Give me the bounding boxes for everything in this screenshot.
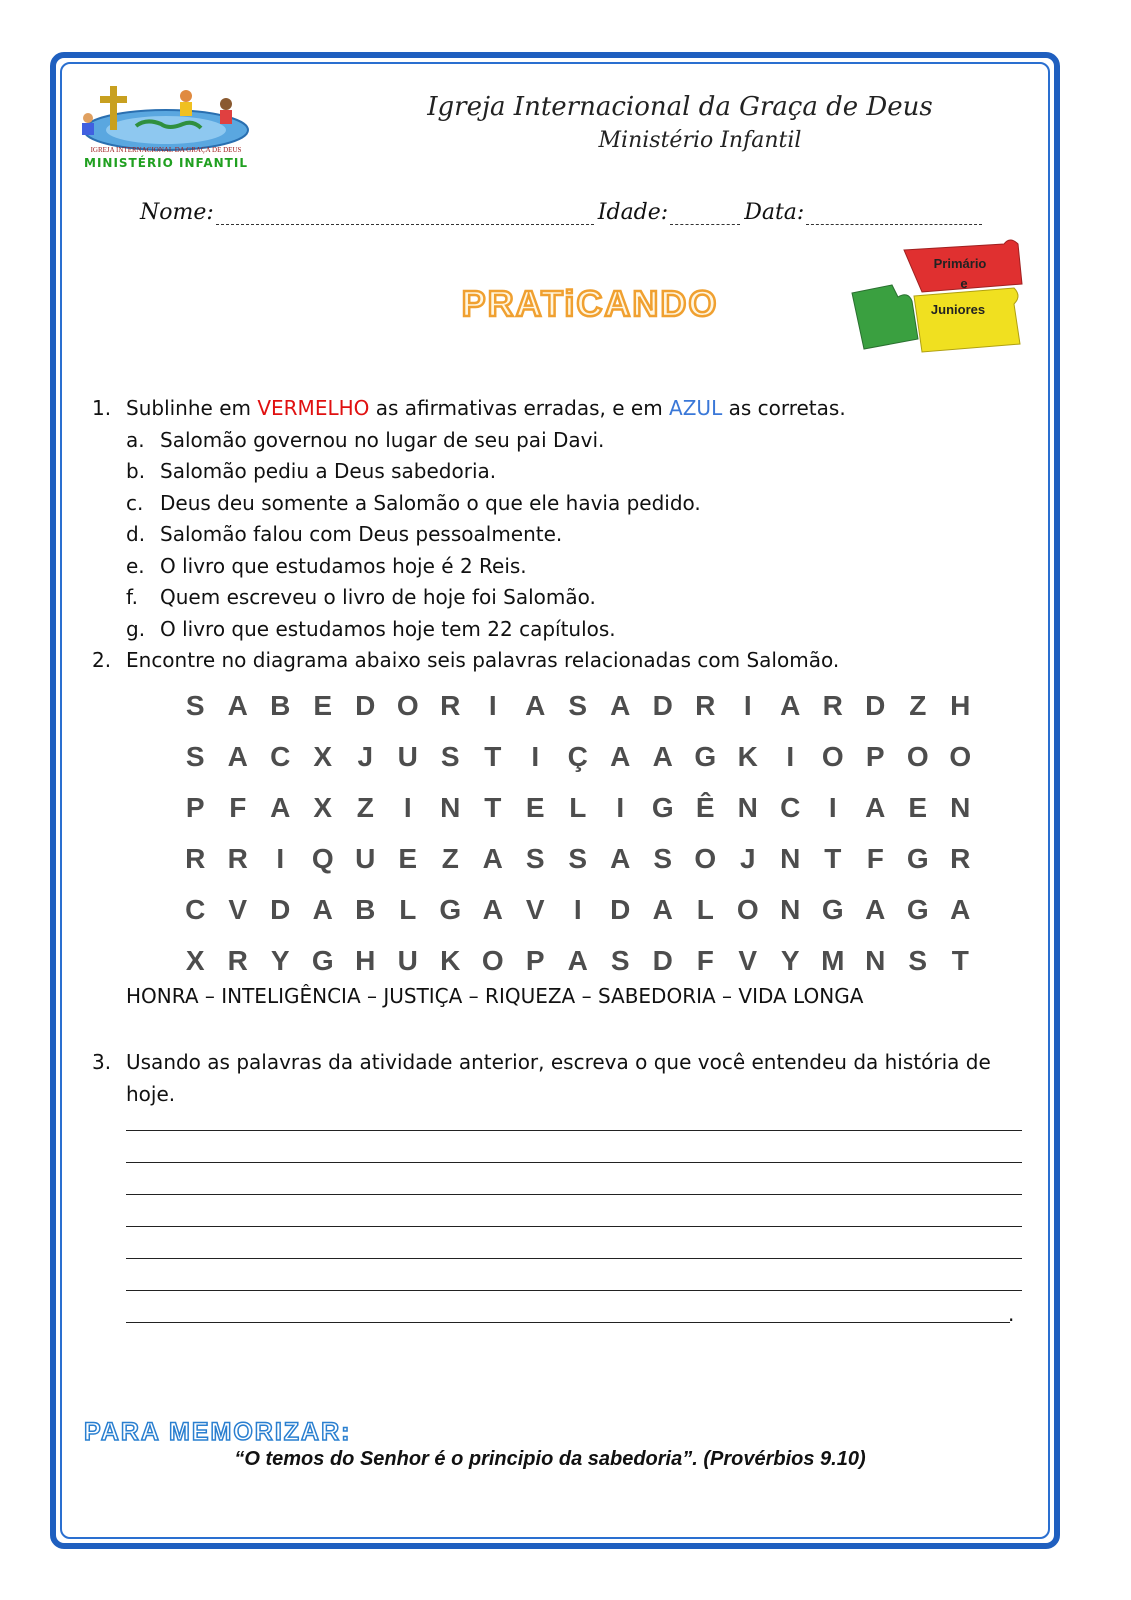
grid-letter[interactable]: R [227,842,248,874]
grid-letter[interactable]: R [950,842,971,874]
grid-letter[interactable]: A [865,893,886,925]
statement-letter: a. [126,427,145,452]
question-3-text: Usando as palavras da atividade anterior, escreva o que você entendeu da história de hoje. [126,1050,991,1106]
question-1 [92,393,1032,425]
grid-letter[interactable]: V [738,944,758,976]
grid-letter[interactable]: S [568,842,588,874]
answer-line[interactable] [126,1322,1010,1323]
grid-letter[interactable]: G [439,893,462,925]
grid-letter[interactable]: L [569,791,587,823]
grid-letter[interactable]: T [484,740,502,772]
grid-letter[interactable]: I [531,740,540,772]
grid-letter[interactable]: O [396,689,419,721]
grid-letter[interactable]: N [780,842,801,874]
q1-middle: as afirmativas erradas, e em [369,396,670,420]
question-number: 3. [92,1050,112,1074]
grid-letter[interactable]: I [573,893,582,925]
statement-item [126,425,1032,457]
grid-letter[interactable]: A [525,689,546,721]
grid-row [174,884,984,935]
grid-letter[interactable]: D [355,689,376,721]
grid-letter[interactable]: G [906,842,929,874]
grid-letter[interactable]: O [949,740,972,772]
grid-letter[interactable]: I [403,791,412,823]
grid-letter[interactable]: R [695,689,716,721]
answer-line[interactable] [126,1162,1022,1163]
grid-row [174,731,984,782]
grid-letter[interactable]: H [355,944,376,976]
ministry-name: Ministério Infantil [598,128,802,153]
grid-letter[interactable]: N [780,893,801,925]
name-field[interactable] [216,203,594,225]
grid-letter[interactable]: J [739,842,756,874]
grid-letter[interactable]: Z [356,791,374,823]
grid-letter[interactable]: S [440,740,460,772]
statement-text[interactable]: Deus deu somente a Salomão o que ele havia pedido. [160,490,701,515]
grid-letter[interactable]: I [743,689,752,721]
grid-letter[interactable]: D [610,893,631,925]
grid-letter[interactable]: A [482,842,503,874]
grid-letter[interactable]: O [481,944,504,976]
grid-letter[interactable]: U [397,944,418,976]
statement-text[interactable]: Salomão pediu a Deus sabedoria. [160,459,497,483]
grid-letter[interactable]: A [610,689,631,721]
grid-letter[interactable]: U [355,842,376,874]
answer-line[interactable] [126,1226,1022,1227]
statement-text[interactable]: Salomão governou no lugar de seu pai Davi. [160,427,605,452]
grid-letter[interactable]: T [824,842,842,874]
grid-letter[interactable]: M [821,944,845,976]
grid-letter[interactable]: F [866,842,884,874]
date-field[interactable] [806,203,982,225]
grid-letter[interactable]: S [610,944,630,976]
red-word: VERMELHO [257,396,370,420]
grid-letter[interactable]: D [270,893,291,925]
grid-letter[interactable]: N [737,791,758,823]
blue-word: AZUL [669,396,723,420]
grid-letter[interactable]: X [185,944,205,976]
grid-letter[interactable]: I [828,791,837,823]
statement-letter: c. [126,490,144,515]
grid-letter[interactable]: S [568,689,588,721]
grid-letter[interactable]: A [652,893,673,925]
statement-text[interactable]: O livro que estudamos hoje é 2 Reis. [160,553,527,578]
grid-letter[interactable]: O [694,842,717,874]
grid-letter[interactable]: T [484,791,502,823]
grid-letter[interactable]: R [822,689,843,721]
grid-row [174,782,984,833]
statement-item [126,614,1032,646]
grid-letter[interactable]: B [355,893,376,925]
grid-letter[interactable]: A [865,791,886,823]
grid-letter[interactable]: F [696,944,714,976]
statement-letter: b. [126,459,146,483]
statement-item [126,456,1032,488]
question-number: 2. [92,648,112,672]
grid-letter[interactable]: A [652,740,673,772]
grid-letter[interactable]: D [652,689,673,721]
logo-caption-ministry: MINISTÉRIO INFANTIL [84,156,248,170]
grid-letter[interactable]: P [185,791,205,823]
grid-letter[interactable]: S [525,842,545,874]
question-number: 1. [92,396,112,420]
statement-letter: e. [126,553,145,578]
grid-letter[interactable]: T [951,944,969,976]
grid-row [174,935,984,986]
grid-letter[interactable]: X [313,791,333,823]
grid-letter[interactable]: C [185,893,206,925]
grid-letter[interactable]: Ê [695,791,715,823]
grid-letter[interactable]: O [906,740,929,772]
grid-letter[interactable]: K [440,944,461,976]
question-2-text: Encontre no diagrama abaixo seis palavras relacionadas com Salomão. [126,648,840,672]
grid-letter[interactable]: A [780,689,801,721]
statement-item [126,488,1032,520]
grid-letter[interactable]: D [865,689,886,721]
grid-letter[interactable]: A [227,740,248,772]
grid-letter[interactable]: D [652,944,673,976]
grid-row [174,833,984,884]
primario-juniores-badge [842,238,1027,358]
grid-letter[interactable]: Q [311,842,334,874]
answer-line[interactable] [126,1258,1022,1259]
grid-letter[interactable]: O [821,740,844,772]
grid-letter[interactable]: A [270,791,291,823]
grid-letter[interactable]: G [651,791,674,823]
grid-letter[interactable]: G [906,893,929,925]
grid-letter[interactable]: A [567,944,588,976]
statement-text[interactable]: O livro que estudamos hoje tem 22 capítulos. [160,616,616,641]
statement-text[interactable]: Quem escreveu o livro de hoje foi Salomão. [160,585,596,609]
grid-letter[interactable]: Ç [567,740,588,772]
exercise-content [92,393,1032,677]
answer-line[interactable] [126,1194,1022,1195]
memory-verse: “O temos do Senhor é o principio da sabedoria”. (Provérbios 9.10) [234,1448,866,1470]
question-3 [92,1046,1022,1110]
grid-letter[interactable]: A [610,740,631,772]
grid-letter[interactable]: G [311,944,334,976]
statement-item [126,551,1032,583]
grid-letter[interactable]: N [950,791,971,823]
answer-line[interactable] [126,1290,1022,1291]
grid-letter[interactable]: A [610,842,631,874]
statement-letter: d. [126,522,146,546]
grid-letter[interactable]: Z [909,689,927,721]
grid-letter[interactable]: S [653,842,673,874]
grid-letter[interactable]: L [696,893,714,925]
age-field[interactable] [670,203,740,225]
grid-letter[interactable]: E [908,791,928,823]
statement-letter: f. [126,585,138,609]
grid-letter[interactable]: I [786,740,795,772]
grid-letter[interactable]: O [736,893,759,925]
grid-letter[interactable]: A [950,893,971,925]
grid-letter[interactable]: E [313,689,333,721]
grid-letter[interactable]: Y [780,944,800,976]
grid-letter[interactable]: K [737,740,758,772]
badge-line2: e [960,276,968,291]
statement-item [126,519,1032,551]
answer-end-mark: . [1008,1302,1015,1326]
grid-letter[interactable]: E [398,842,418,874]
grid-letter[interactable]: S [185,740,205,772]
grid-letter[interactable]: L [399,893,417,925]
statement-item [126,582,1032,614]
grid-letter[interactable]: I [276,842,285,874]
name-label: Nome: [140,200,214,225]
grid-letter[interactable]: E [525,791,545,823]
statement-letter: g. [126,616,146,641]
grid-letter[interactable]: H [950,689,971,721]
word-list: HONRA – INTELIGÊNCIA – JUSTIÇA – RIQUEZA – SABEDORIA – VIDA LONGA [126,984,864,1008]
grid-letter[interactable]: N [865,944,886,976]
grid-letter[interactable]: S [908,944,928,976]
grid-letter[interactable]: I [488,689,497,721]
q1-suffix: as corretas. [722,396,846,420]
church-name: Igreja Internacional da Graça de Deus [427,92,933,122]
statement-text[interactable]: Salomão falou com Deus pessoalmente. [160,522,563,546]
grid-letter[interactable]: V [525,893,545,925]
grid-letter[interactable]: A [312,893,333,925]
answer-line[interactable] [126,1130,1022,1131]
grid-letter[interactable]: N [440,791,461,823]
logo-caption: IGREJA INTERNACIONAL DA GRAÇA DE DEUS [90,146,242,154]
badge-line3: Juniores [930,302,986,317]
memorize-label: PARA MEMORIZAR: [84,1418,352,1446]
grid-letter[interactable]: B [270,689,291,721]
practicing-title-text: PRATiCANDO [461,283,719,324]
badge-line1: Primário [933,256,987,271]
statement-list [92,425,1032,646]
grid-letter[interactable]: C [270,740,291,772]
grid-letter[interactable]: P [525,944,545,976]
age-label: Idade: [597,200,669,225]
grid-letter[interactable]: Z [441,842,459,874]
word-search-grid [174,680,984,986]
question-1-text [126,393,846,425]
grid-letter[interactable]: R [185,842,206,874]
question-2 [92,645,1032,677]
grid-letter[interactable]: P [865,740,885,772]
grid-letter[interactable]: Y [270,944,290,976]
grid-letter[interactable]: R [440,689,461,721]
grid-letter[interactable]: C [780,791,801,823]
grid-letter[interactable]: J [357,740,374,772]
student-info-line [140,200,1020,225]
grid-letter[interactable]: U [397,740,418,772]
date-label: Data: [744,200,805,225]
grid-letter[interactable]: G [821,893,844,925]
grid-letter[interactable]: A [482,893,503,925]
grid-letter[interactable]: S [185,689,205,721]
grid-letter[interactable]: F [229,791,247,823]
grid-letter[interactable]: V [228,893,248,925]
grid-row [174,680,984,731]
grid-letter[interactable]: A [227,689,248,721]
grid-letter[interactable]: G [694,740,717,772]
grid-letter[interactable]: I [616,791,625,823]
grid-letter[interactable]: R [227,944,248,976]
q1-prefix: Sublinhe em [126,396,258,420]
practicing-title [460,278,720,328]
grid-letter[interactable]: X [313,740,333,772]
